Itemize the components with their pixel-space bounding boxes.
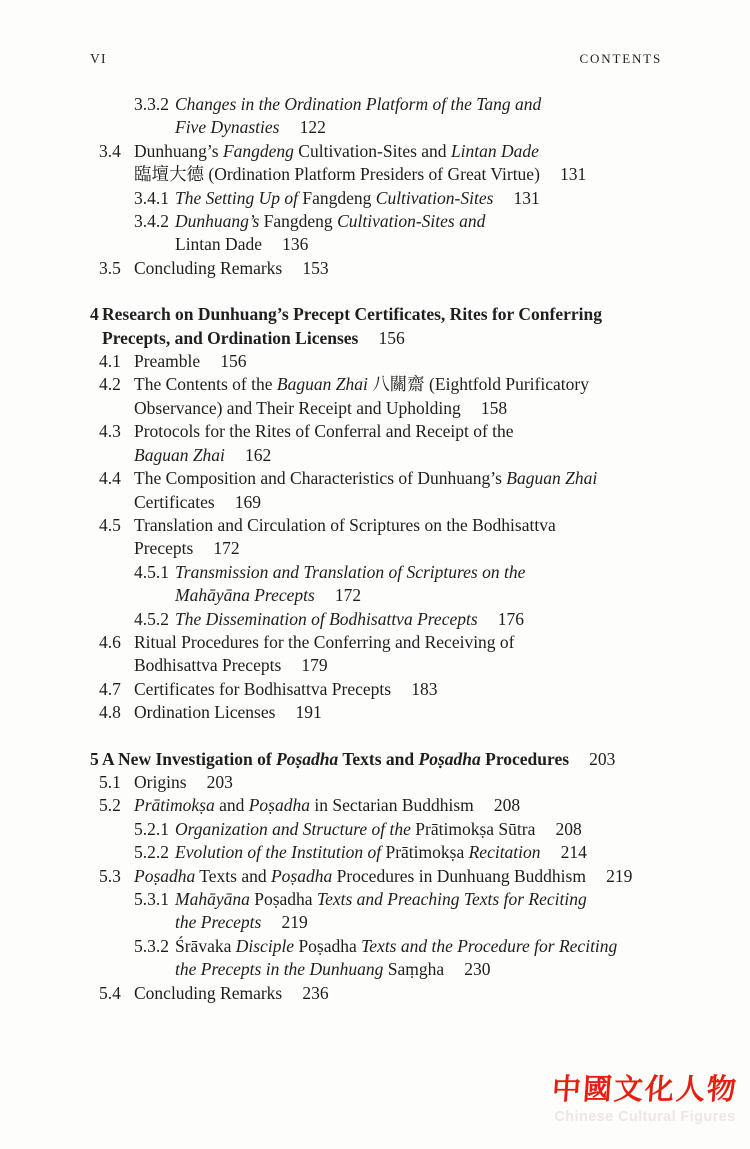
toc-entry (90, 467, 662, 514)
toc-text-segment: Changes in the Ordination Platform of the Tang and (175, 94, 542, 114)
toc-entry-number: 4.5.1 (134, 561, 169, 582)
toc-entry (90, 794, 662, 817)
toc-entry-title (134, 794, 662, 817)
toc-page-number: 176 (497, 608, 525, 629)
toc-entry-title (134, 467, 662, 514)
toc-text-segment: the Precepts (175, 912, 262, 933)
toc-entry (90, 257, 662, 280)
toc-title-line (175, 116, 662, 139)
toc-entry (90, 608, 662, 631)
toc-page-number: 191 (295, 702, 322, 723)
toc-text-segment: 臨壇大德 (Ordination Platform Presiders of Great Virtue) (134, 164, 540, 185)
toc-page-number: 158 (480, 397, 508, 418)
toc-text-segment: Bodhisattva Precepts (134, 655, 282, 676)
toc-title-line (175, 93, 662, 116)
toc-entry-number: 4.4 (99, 468, 121, 489)
toc-entry (90, 771, 662, 794)
toc-title-line (134, 444, 662, 467)
toc-entry-number: 5.3.2 (134, 935, 169, 956)
toc-entry-title (175, 841, 662, 864)
toc-text-segment: The Dissemination of Bodhisattva Precepts (175, 608, 478, 629)
toc-text-segment: The Contents of the (134, 374, 277, 395)
toc-page-number: 183 (411, 678, 438, 699)
toc-text-segment: Transmission and Translation of Scriptures on the (175, 561, 526, 582)
publisher-watermark (542, 1072, 748, 1126)
toc-title-line (175, 958, 662, 981)
toc-text-segment: Baguan Zhai (134, 444, 225, 465)
toc-entry-number: 3.4.1 (134, 187, 169, 208)
toc-text-segment: A New Investigation of (102, 748, 277, 769)
toc-title-line (175, 608, 662, 631)
toc-title-line (134, 373, 662, 396)
toc-text-segment: The Setting Up of (175, 187, 303, 208)
toc-text-segment: Dunhuang’s (134, 140, 223, 161)
toc-text-segment: Saṃgha (383, 959, 445, 980)
toc-entry-number: 4.1 (99, 351, 121, 372)
toc-entry-title (175, 818, 662, 841)
toc-page-number: 156 (378, 327, 405, 348)
toc-entry (90, 865, 662, 888)
toc-text-segment: Translation and Circulation of Scriptures on the Bodhisattva (134, 514, 556, 535)
toc-entry (90, 982, 662, 1005)
toc-entry-title (134, 257, 662, 280)
toc-text-segment: the Precepts in the Dunhuang (175, 959, 384, 980)
toc-entry (90, 841, 662, 864)
toc-title-line (134, 257, 662, 280)
folio-page-number: VI (90, 51, 107, 66)
toc-text-segment: Precepts (134, 538, 194, 559)
toc-text-segment: Fangdeng (222, 140, 294, 161)
toc-title-line (134, 982, 662, 1005)
toc-entry (90, 187, 662, 210)
toc-entry (90, 561, 662, 608)
toc-entry (90, 888, 662, 935)
toc-title-line (134, 397, 662, 420)
toc-text-segment: Five Dynasties (175, 117, 280, 138)
toc-title-line (134, 514, 662, 537)
toc-text-segment: Śrāvaka (175, 935, 236, 956)
toc-entry-number: 5.3 (99, 865, 121, 886)
toc-title-line (175, 210, 662, 233)
toc-text-segment: Lintan Dade (450, 140, 539, 161)
toc-text-segment: Disciple (235, 935, 295, 956)
toc-entry (90, 303, 662, 350)
toc-entry-number: 4.7 (99, 678, 121, 699)
toc-title-line (134, 420, 662, 443)
toc-title-line (134, 163, 662, 186)
toc-entry-title (134, 701, 662, 724)
toc-text-segment: Cultivation-Sites and (293, 140, 451, 161)
toc-page-number: 122 (299, 117, 326, 138)
toc-page-number: 136 (282, 234, 309, 255)
toc-entry-title (134, 373, 662, 420)
toc-entry-title (102, 303, 662, 350)
toc-title-line (102, 327, 662, 350)
toc-text-segment: Concluding Remarks (134, 257, 283, 278)
toc-entry-number: 5.2 (99, 795, 121, 816)
toc-title-line (175, 233, 662, 256)
toc-entry-number: 4.2 (99, 374, 121, 395)
toc-entry-title (134, 420, 662, 467)
toc-title-line (134, 865, 662, 888)
running-head-title: CONTENTS (579, 51, 662, 66)
toc-text-segment: Baguan Zhai (276, 374, 368, 395)
toc-title-line (134, 654, 662, 677)
toc-entry (90, 935, 662, 982)
toc-text-segment: Precepts, and Ordination Licenses (102, 327, 359, 348)
toc-entry (90, 420, 662, 467)
toc-title-line (134, 491, 662, 514)
toc-title-line (134, 537, 662, 560)
toc-title-line (102, 303, 662, 326)
toc-text-segment: Procedures (480, 748, 570, 769)
toc-entry-title (134, 350, 662, 373)
toc-entry-title (175, 210, 662, 257)
toc-page-number: 172 (334, 585, 362, 606)
toc-entry-title (102, 748, 662, 771)
toc-text-segment: Poṣadha (276, 748, 339, 769)
toc-text-segment: Texts and (338, 748, 419, 769)
toc-entry-number: 3.5 (99, 257, 121, 278)
watermark-cjk-text: 中國文化人物 (550, 1072, 740, 1106)
watermark-latin-text: Chinese Cultural Figures (554, 1109, 736, 1125)
toc-title-line (134, 467, 662, 490)
toc-text-segment: in Sectarian Buddhism (309, 795, 474, 816)
toc-text-segment: Poṣadha (294, 935, 362, 956)
toc-text-segment: Lintan Dade (175, 234, 262, 255)
toc-page-number: 236 (302, 982, 329, 1003)
toc-text-segment: Cultivation-Sites (371, 187, 494, 208)
toc-title-line (175, 935, 662, 958)
toc-page-number: 162 (245, 444, 272, 465)
toc-text-segment: Texts and the Procedure for Reciting (361, 935, 618, 956)
toc-entry-title (134, 982, 662, 1005)
toc-entry-number: 5 (90, 748, 99, 769)
toc-text-segment: Protocols for the Rites of Conferral and Receipt of the (134, 421, 514, 442)
toc-text-segment: Evolution of the Institution of (175, 842, 386, 863)
toc-text-segment: and (214, 795, 249, 816)
toc-title-line (134, 631, 662, 654)
toc-entry (90, 373, 662, 420)
toc-text-segment: Origins (134, 771, 187, 792)
toc-text-segment: Cultivation-Sites and (337, 211, 486, 232)
toc-entry-title (134, 631, 662, 678)
toc-text-segment: Poṣadha (249, 889, 317, 909)
toc-text-segment: Poṣadha (418, 748, 481, 769)
toc-page-number: 203 (589, 748, 616, 769)
toc-text-segment: Preamble (134, 351, 201, 372)
toc-entry-number: 5.3.1 (134, 889, 169, 909)
toc-page-number: 219 (606, 865, 633, 886)
toc-entry-number: 3.3.2 (134, 94, 169, 114)
toc-entry-number: 4.5.2 (134, 608, 169, 629)
toc-title-line (134, 350, 662, 373)
toc-text-segment: Poṣadha (248, 795, 310, 816)
toc-text-segment: Research on Dunhuang’s Precept Certificates, Rites for Conferring (102, 304, 602, 325)
toc-title-line (175, 841, 662, 864)
toc-title-line (175, 818, 662, 841)
toc-entry-title (175, 608, 662, 631)
toc-text-segment: Ritual Procedures for the Conferring and Receiving of (134, 631, 515, 652)
toc-entry-number: 4.6 (99, 631, 121, 652)
toc-text-segment: Poṣadha (270, 865, 333, 886)
toc-entry-number: 5.1 (99, 771, 121, 792)
toc-text-segment: Prātimokṣa Sūtra (415, 818, 536, 839)
toc-page-number: 219 (281, 912, 308, 933)
toc-page-number: 172 (213, 538, 240, 559)
toc-entry-number: 4.8 (99, 702, 121, 723)
toc-page-number: 153 (302, 257, 329, 278)
toc-title-line (102, 748, 662, 771)
toc-text-segment: Certificates (134, 491, 215, 512)
toc-entry-number: 3.4.2 (134, 211, 169, 232)
toc-text-segment: Baguan Zhai (506, 468, 598, 489)
toc-text-segment: Mahāyāna Precepts (175, 585, 315, 606)
toc-page-number: 131 (560, 164, 587, 185)
toc-entry-title (134, 514, 662, 561)
toc-title-line (175, 888, 662, 911)
toc-entry (90, 514, 662, 561)
toc-text-segment: Fangdeng (259, 211, 338, 232)
toc-list (90, 93, 662, 1005)
toc-page-number: 230 (464, 959, 491, 980)
toc-title-line (134, 140, 662, 163)
toc-text-segment: Texts and Preaching Texts for Reciting (316, 889, 587, 909)
toc-text-segment: Mahāyāna (175, 889, 250, 909)
toc-entry (90, 210, 662, 257)
toc-text-segment: Organization and Structure of the (175, 818, 416, 839)
toc-title-line (134, 771, 662, 794)
toc-entry-number: 5.2.1 (134, 818, 169, 839)
toc-entry (90, 818, 662, 841)
toc-text-segment: Ordination Licenses (134, 702, 276, 723)
toc-entry (90, 748, 662, 771)
toc-text-segment: Certificates for Bodhisattva Precepts (134, 678, 392, 699)
toc-entry-title (134, 865, 662, 888)
running-header (90, 51, 662, 67)
toc-title-line (175, 911, 662, 934)
toc-entry (90, 140, 662, 187)
toc-page-number: 179 (301, 655, 328, 676)
toc-page-number: 214 (560, 842, 587, 863)
toc-entry (90, 701, 662, 724)
toc-entry (90, 631, 662, 678)
toc-entry-title (175, 187, 662, 210)
toc-entry-title (134, 140, 662, 187)
toc-page-number: 208 (555, 818, 582, 839)
toc-entry-title (175, 93, 662, 140)
toc-entry-title (134, 771, 662, 794)
toc-page-number: 131 (513, 187, 540, 208)
toc-text-segment: Dunhuang’s (175, 211, 260, 232)
toc-text-segment: Texts and (195, 865, 271, 886)
toc-title-line (175, 561, 662, 584)
toc-page-number: 156 (220, 351, 247, 372)
toc-text-segment: Concluding Remarks (134, 982, 283, 1003)
toc-text-segment: Observance) and Their Receipt and Upholding (134, 397, 461, 418)
toc-title-line (175, 187, 662, 210)
toc-title-line (134, 678, 662, 701)
toc-entry-number: 4.5 (99, 514, 121, 535)
toc-text-segment: The Composition and Characteristics of Dunhuang’s (134, 468, 507, 489)
toc-text-segment: Recitation (468, 842, 541, 863)
toc-entry-title (175, 561, 662, 608)
toc-page-number: 169 (234, 491, 262, 512)
toc-title-line (134, 701, 662, 724)
toc-text-segment: 八關齋 (Eightfold Purificatory (367, 374, 589, 395)
toc-title-line (175, 584, 662, 607)
toc-text-segment: Fangdeng (302, 187, 372, 208)
toc-entry-number: 3.4 (99, 140, 121, 161)
toc-text-segment: Poṣadha (134, 865, 196, 886)
toc-entry-title (175, 935, 662, 982)
toc-entry-number: 4.3 (99, 421, 121, 442)
toc-text-segment: Prātimokṣa (134, 795, 215, 816)
toc-entry-title (134, 678, 662, 701)
toc-text-segment: Procedures in Dunhuang Buddhism (332, 865, 586, 886)
toc-entry-title (175, 888, 662, 935)
toc-text-segment: Prātimokṣa (385, 842, 469, 863)
toc-entry (90, 350, 662, 373)
toc-page-number: 208 (493, 795, 521, 816)
toc-entry-number: 5.2.2 (134, 842, 169, 863)
toc-page-number: 203 (206, 771, 233, 792)
toc-entry (90, 93, 662, 140)
toc-title-line (134, 794, 662, 817)
toc-entry (90, 678, 662, 701)
toc-entry-number: 4 (90, 304, 99, 325)
toc-entry-number: 5.4 (99, 982, 121, 1003)
